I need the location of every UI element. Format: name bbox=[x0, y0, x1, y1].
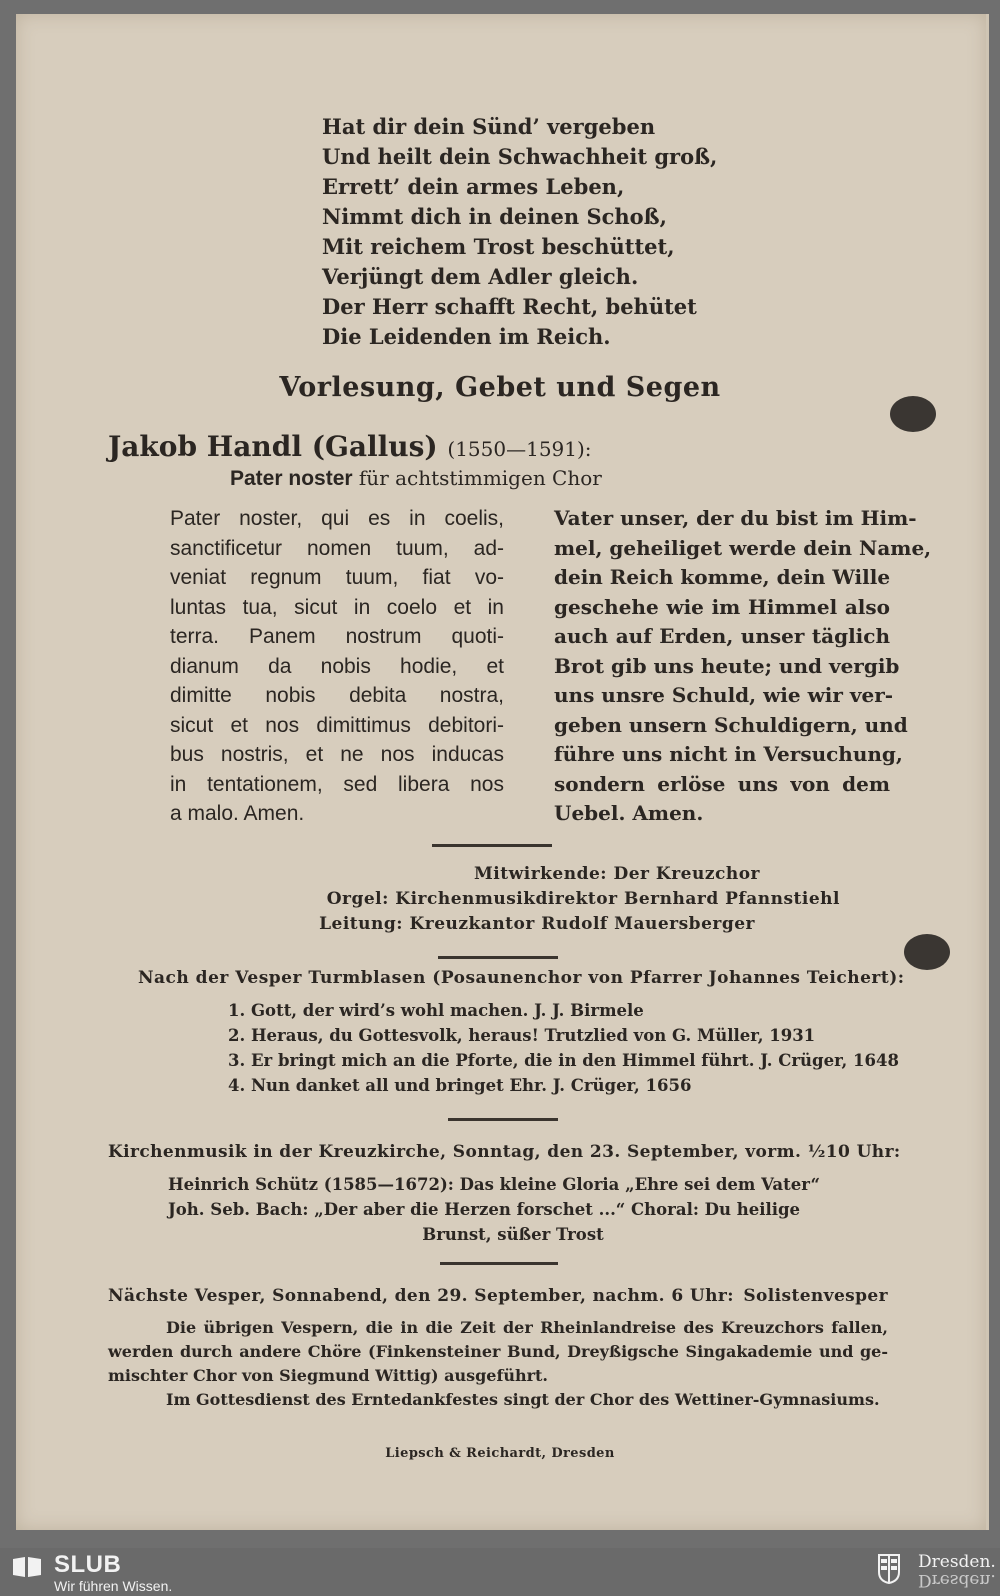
credits-conductor: Leitung: Kreuzkantor Rudolf Mauersberger bbox=[319, 914, 755, 934]
slub-tagline: Wir führen Wissen. bbox=[54, 1578, 173, 1594]
work-subtitle bbox=[230, 466, 602, 491]
turmblasen-heading: Nach der Vesper Turmblasen (Posaunenchor von Pfarrer Johannes Teichert): bbox=[138, 968, 905, 988]
latin-text-column bbox=[170, 504, 504, 829]
program-line: Joh. Seb. Bach: „Der aber die Herzen forschet ...“ Choral: Du heilige bbox=[168, 1200, 801, 1219]
list-item: 1. Gott, der wird’s wohl machen. J. J. Birmele bbox=[228, 1001, 644, 1020]
dresden-logo bbox=[918, 1554, 996, 1588]
poem-line: Hat dir dein Sünd’ vergeben bbox=[322, 114, 656, 139]
next-vesper-body bbox=[108, 1316, 888, 1412]
city-crest-icon bbox=[878, 1554, 900, 1584]
german-line: Brot gib uns heute; und vergib bbox=[554, 653, 900, 678]
turmblasen-list bbox=[228, 998, 899, 1098]
latin-line: veniat regnum tuum, fiat vo- bbox=[170, 566, 504, 589]
german-line: auch auf Erden, unser täglich bbox=[554, 624, 890, 648]
credits-organ: Orgel: Kirchenmusikdirektor Bernhard Pfannstiehl bbox=[326, 889, 840, 909]
latin-line: Pater noster, qui es in coelis, bbox=[170, 507, 504, 530]
program-line: Brunst, süßer Trost bbox=[422, 1225, 604, 1244]
composer-name: Jakob Handl (Gallus) bbox=[108, 430, 438, 463]
divider-rule bbox=[448, 1118, 558, 1121]
body-line: werden durch andere Chöre (Finkensteiner Bund, Dreyßigsche Singakademie und ge- bbox=[108, 1342, 888, 1361]
punch-hole-bottom bbox=[904, 934, 950, 970]
slub-logo-text: SLUB bbox=[54, 1551, 122, 1578]
credits-choir: Mitwirkende: Der Kreuzchor bbox=[473, 864, 760, 884]
latin-line: dimitte nobis debita nostra, bbox=[170, 684, 504, 707]
next-vesper-heading bbox=[108, 1286, 888, 1306]
poem-line: Der Herr schafft Recht, behütet bbox=[322, 294, 697, 319]
latin-line: bus nostris, et ne nos inducas bbox=[170, 743, 504, 766]
next-vesper-date: Nächste Vesper, Sonnabend, den 29. September, nachm. 6 Uhr: bbox=[108, 1286, 734, 1306]
dresden-logo-mirror: Dresden. bbox=[918, 1570, 996, 1590]
latin-line: luntas tua, sicut in coelo et in bbox=[170, 595, 504, 619]
body-line: mischter Chor von Siegmund Wittig) ausgeführt. bbox=[108, 1366, 548, 1385]
printer-imprint: Liepsch & Reichardt, Dresden bbox=[385, 1446, 615, 1461]
book-icon bbox=[12, 1556, 42, 1578]
german-line: geben unsern Schuldigern, und bbox=[554, 712, 908, 737]
list-item: 3. Er bringt mich an die Pforte, die in den Himmel führt. J. Crüger, 1648 bbox=[228, 1051, 899, 1070]
body-line: Im Gottesdienst des Erntedankfestes singt der Chor des Wettiner-Gymnasiums. bbox=[166, 1390, 880, 1409]
latin-line: in tentationem, sed libera nos bbox=[170, 772, 504, 796]
footer-bar bbox=[0, 1548, 1000, 1596]
german-line: uns unsre Schuld, wie wir ver- bbox=[554, 683, 894, 707]
next-vesper-type: Solistenvesper bbox=[743, 1286, 888, 1306]
composer-heading bbox=[108, 430, 592, 463]
kirchenmusik-heading: Kirchenmusik in der Kreuzkirche, Sonntag, den 23. September, vorm. ½10 Uhr: bbox=[108, 1142, 901, 1162]
list-item: 2. Heraus, du Gottesvolk, heraus! Trutzlied von G. Müller, 1931 bbox=[228, 1026, 816, 1045]
kirchenmusik-program bbox=[168, 1172, 858, 1247]
divider-rule bbox=[440, 1262, 558, 1265]
list-item: 4. Nun danket all und bringet Ehr. J. Crüger, 1656 bbox=[228, 1076, 692, 1095]
body-line: Die übrigen Vespern, die in die Zeit der Rheinlandreise des Kreuzchors fallen, bbox=[166, 1318, 888, 1337]
poem-line: Verjüngt dem Adler gleich. bbox=[322, 264, 639, 289]
german-line: geschehe wie im Himmel also bbox=[554, 594, 890, 619]
divider-rule bbox=[438, 956, 558, 959]
latin-line: terra. Panem nostrum quoti- bbox=[170, 625, 504, 648]
latin-line: sicut et nos dimittimus debitori- bbox=[170, 713, 504, 737]
german-line: führe uns nicht in Versuchung, bbox=[554, 742, 903, 766]
latin-line: sanctificetur nomen tuum, ad- bbox=[170, 536, 504, 560]
work-scoring: für achtstimmigen Chor bbox=[358, 466, 602, 490]
poem-stanza bbox=[322, 112, 742, 352]
latin-line: a malo. Amen. bbox=[170, 802, 305, 825]
latin-line: dianum da nobis hodie, et bbox=[170, 654, 504, 678]
german-text-column bbox=[554, 504, 932, 829]
poem-line: Die Leidenden im Reich. bbox=[322, 324, 611, 349]
german-line: Vater unser, der du bist im Him- bbox=[554, 506, 917, 530]
work-title: Pater noster bbox=[230, 467, 353, 490]
german-line: sondern erlöse uns von dem bbox=[554, 771, 890, 796]
poem-line: Errett’ dein armes Leben, bbox=[322, 174, 625, 199]
dresden-logo-text: Dresden. bbox=[918, 1552, 996, 1572]
poem-line: Und heilt dein Schwachheit groß, bbox=[322, 144, 718, 169]
german-line: Uebel. Amen. bbox=[554, 801, 704, 825]
german-line: mel, geheiliget werde dein Name, bbox=[554, 535, 932, 560]
program-line: Heinrich Schütz (1585—1672): Das kleine Gloria „Ehre sei dem Vater“ bbox=[168, 1175, 821, 1194]
german-line: dein Reich komme, dein Wille bbox=[554, 565, 891, 589]
composer-dates: (1550—1591): bbox=[447, 437, 592, 461]
poem-line: Nimmt dich in deinen Schoß, bbox=[322, 204, 667, 229]
section-title: Vorlesung, Gebet und Segen bbox=[279, 372, 721, 403]
poem-line: Mit reichem Trost beschüttet, bbox=[322, 234, 675, 259]
divider-rule bbox=[432, 844, 552, 847]
credits-block bbox=[200, 862, 840, 937]
